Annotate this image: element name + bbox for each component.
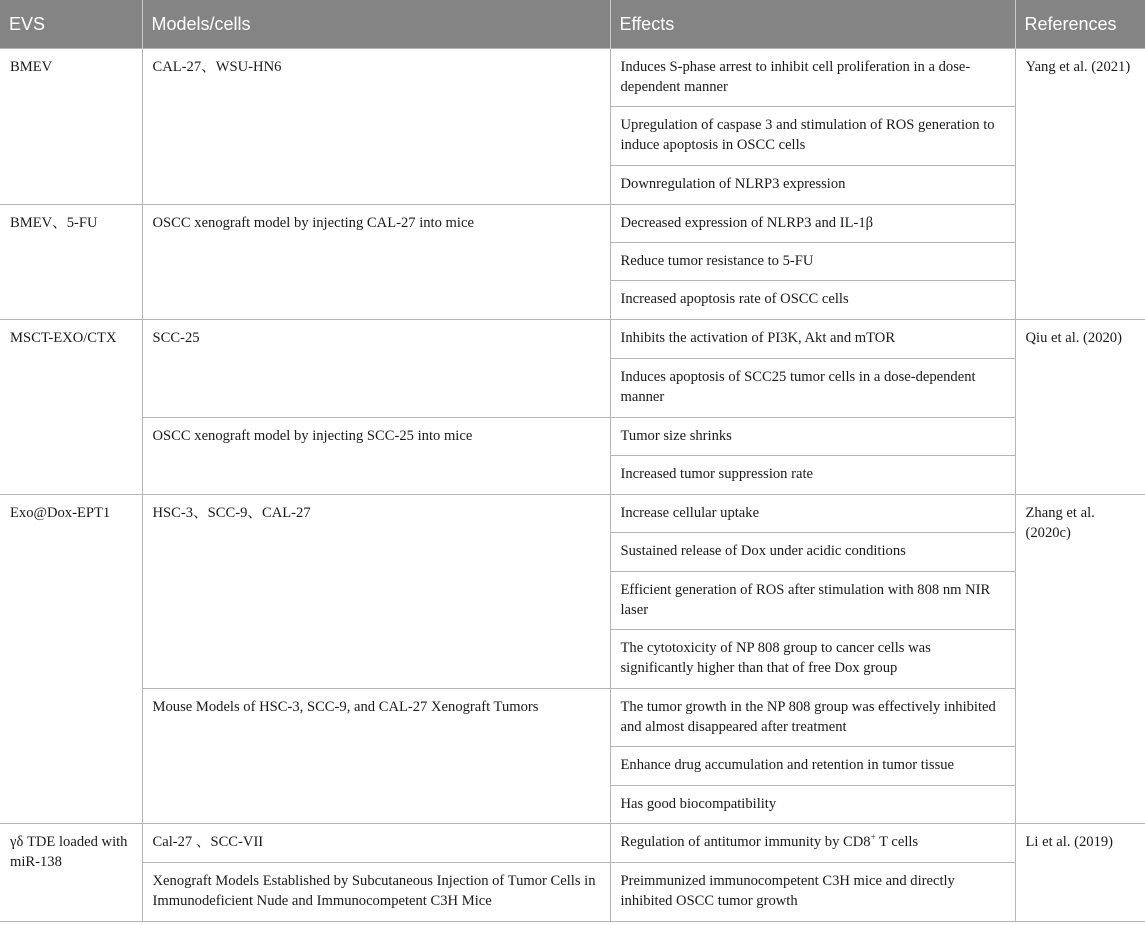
evs-cell: BMEV	[0, 48, 142, 204]
effect-cell: Efficient generation of ROS after stimulation with 808 nm NIR laser	[610, 571, 1015, 629]
model-cell: HSC-3、SCC-9、CAL-27	[142, 494, 610, 688]
model-cell: Xenograft Models Established by Subcutaneous Injection of Tumor Cells in Immunodeficient Nude and Immunocompetent C3H Mice	[142, 862, 610, 921]
effect-cell: Increased apoptosis rate of OSCC cells	[610, 280, 1015, 319]
model-cell: OSCC xenograft model by injecting SCC-25 into mice	[142, 417, 610, 494]
table-row	[0, 417, 1145, 455]
effect-cell: Increased tumor suppression rate	[610, 455, 1015, 494]
effect-cell: The cytotoxicity of NP 808 group to cancer cells was significantly higher than that of free Dox group	[610, 629, 1015, 688]
header-references: References	[1015, 0, 1145, 48]
model-cell: SCC-25	[142, 319, 610, 417]
table-row	[0, 319, 1145, 358]
effect-cell: Sustained release of Dox under acidic conditions	[610, 532, 1015, 571]
table-row	[0, 823, 1145, 862]
effect-cell: The tumor growth in the NP 808 group was effectively inhibited and almost disappeared after treatment	[610, 688, 1015, 746]
effect-cell: Reduce tumor resistance to 5-FU	[610, 242, 1015, 280]
table-row	[0, 862, 1145, 921]
header-evs: EVS	[0, 0, 142, 48]
evs-cell: MSCT-EXO/CTX	[0, 319, 142, 494]
table-row	[0, 688, 1145, 746]
superscript-plus: +	[870, 831, 876, 842]
reference-cell: Yang et al. (2021)	[1015, 48, 1145, 319]
header-models-cells: Models/cells	[142, 0, 610, 48]
header-row	[0, 0, 1145, 48]
effect-text: Regulation of antitumor immunity by CD8	[620, 833, 871, 850]
model-cell: Cal-27 、SCC-VII	[142, 823, 610, 862]
reference-cell: Zhang et al. (2020c)	[1015, 494, 1145, 823]
model-cell: Mouse Models of HSC-3, SCC-9, and CAL-27 Xenograft Tumors	[142, 688, 610, 823]
effect-cell: Enhance drug accumulation and retention in tumor tissue	[610, 746, 1015, 785]
effect-cell: Preimmunized immunocompetent C3H mice and directly inhibited OSCC tumor growth	[610, 862, 1015, 921]
model-cell: OSCC xenograft model by injecting CAL-27 into mice	[142, 204, 610, 319]
effect-cell: Has good biocompatibility	[610, 785, 1015, 823]
effect-cell: Upregulation of caspase 3 and stimulation of ROS generation to induce apoptosis in OSCC cells	[610, 106, 1015, 165]
effect-cell	[610, 823, 1015, 862]
effect-text: T cells	[875, 833, 919, 850]
table-row	[0, 48, 1145, 106]
effect-cell: Decreased expression of NLRP3 and IL-1β	[610, 204, 1015, 242]
table-row	[0, 494, 1145, 532]
evs-cell: BMEV、5-FU	[0, 204, 142, 319]
reference-cell: Qiu et al. (2020)	[1015, 319, 1145, 494]
effect-cell: Increase cellular uptake	[610, 494, 1015, 532]
evs-cell: Exo@Dox-EPT1	[0, 494, 142, 823]
reference-cell: Li et al. (2019)	[1015, 823, 1145, 921]
effect-cell: Tumor size shrinks	[610, 417, 1015, 455]
effect-cell: Inhibits the activation of PI3K, Akt and mTOR	[610, 319, 1015, 358]
effect-cell: Induces apoptosis of SCC25 tumor cells in a dose-dependent manner	[610, 358, 1015, 417]
model-cell: CAL-27、WSU-HN6	[142, 48, 610, 204]
effect-cell: Induces S-phase arrest to inhibit cell proliferation in a dose-dependent manner	[610, 48, 1015, 106]
evs-cell: γδ TDE loaded with miR-138	[0, 823, 142, 921]
table-row	[0, 204, 1145, 242]
header-effects: Effects	[610, 0, 1015, 48]
effect-cell: Downregulation of NLRP3 expression	[610, 165, 1015, 204]
